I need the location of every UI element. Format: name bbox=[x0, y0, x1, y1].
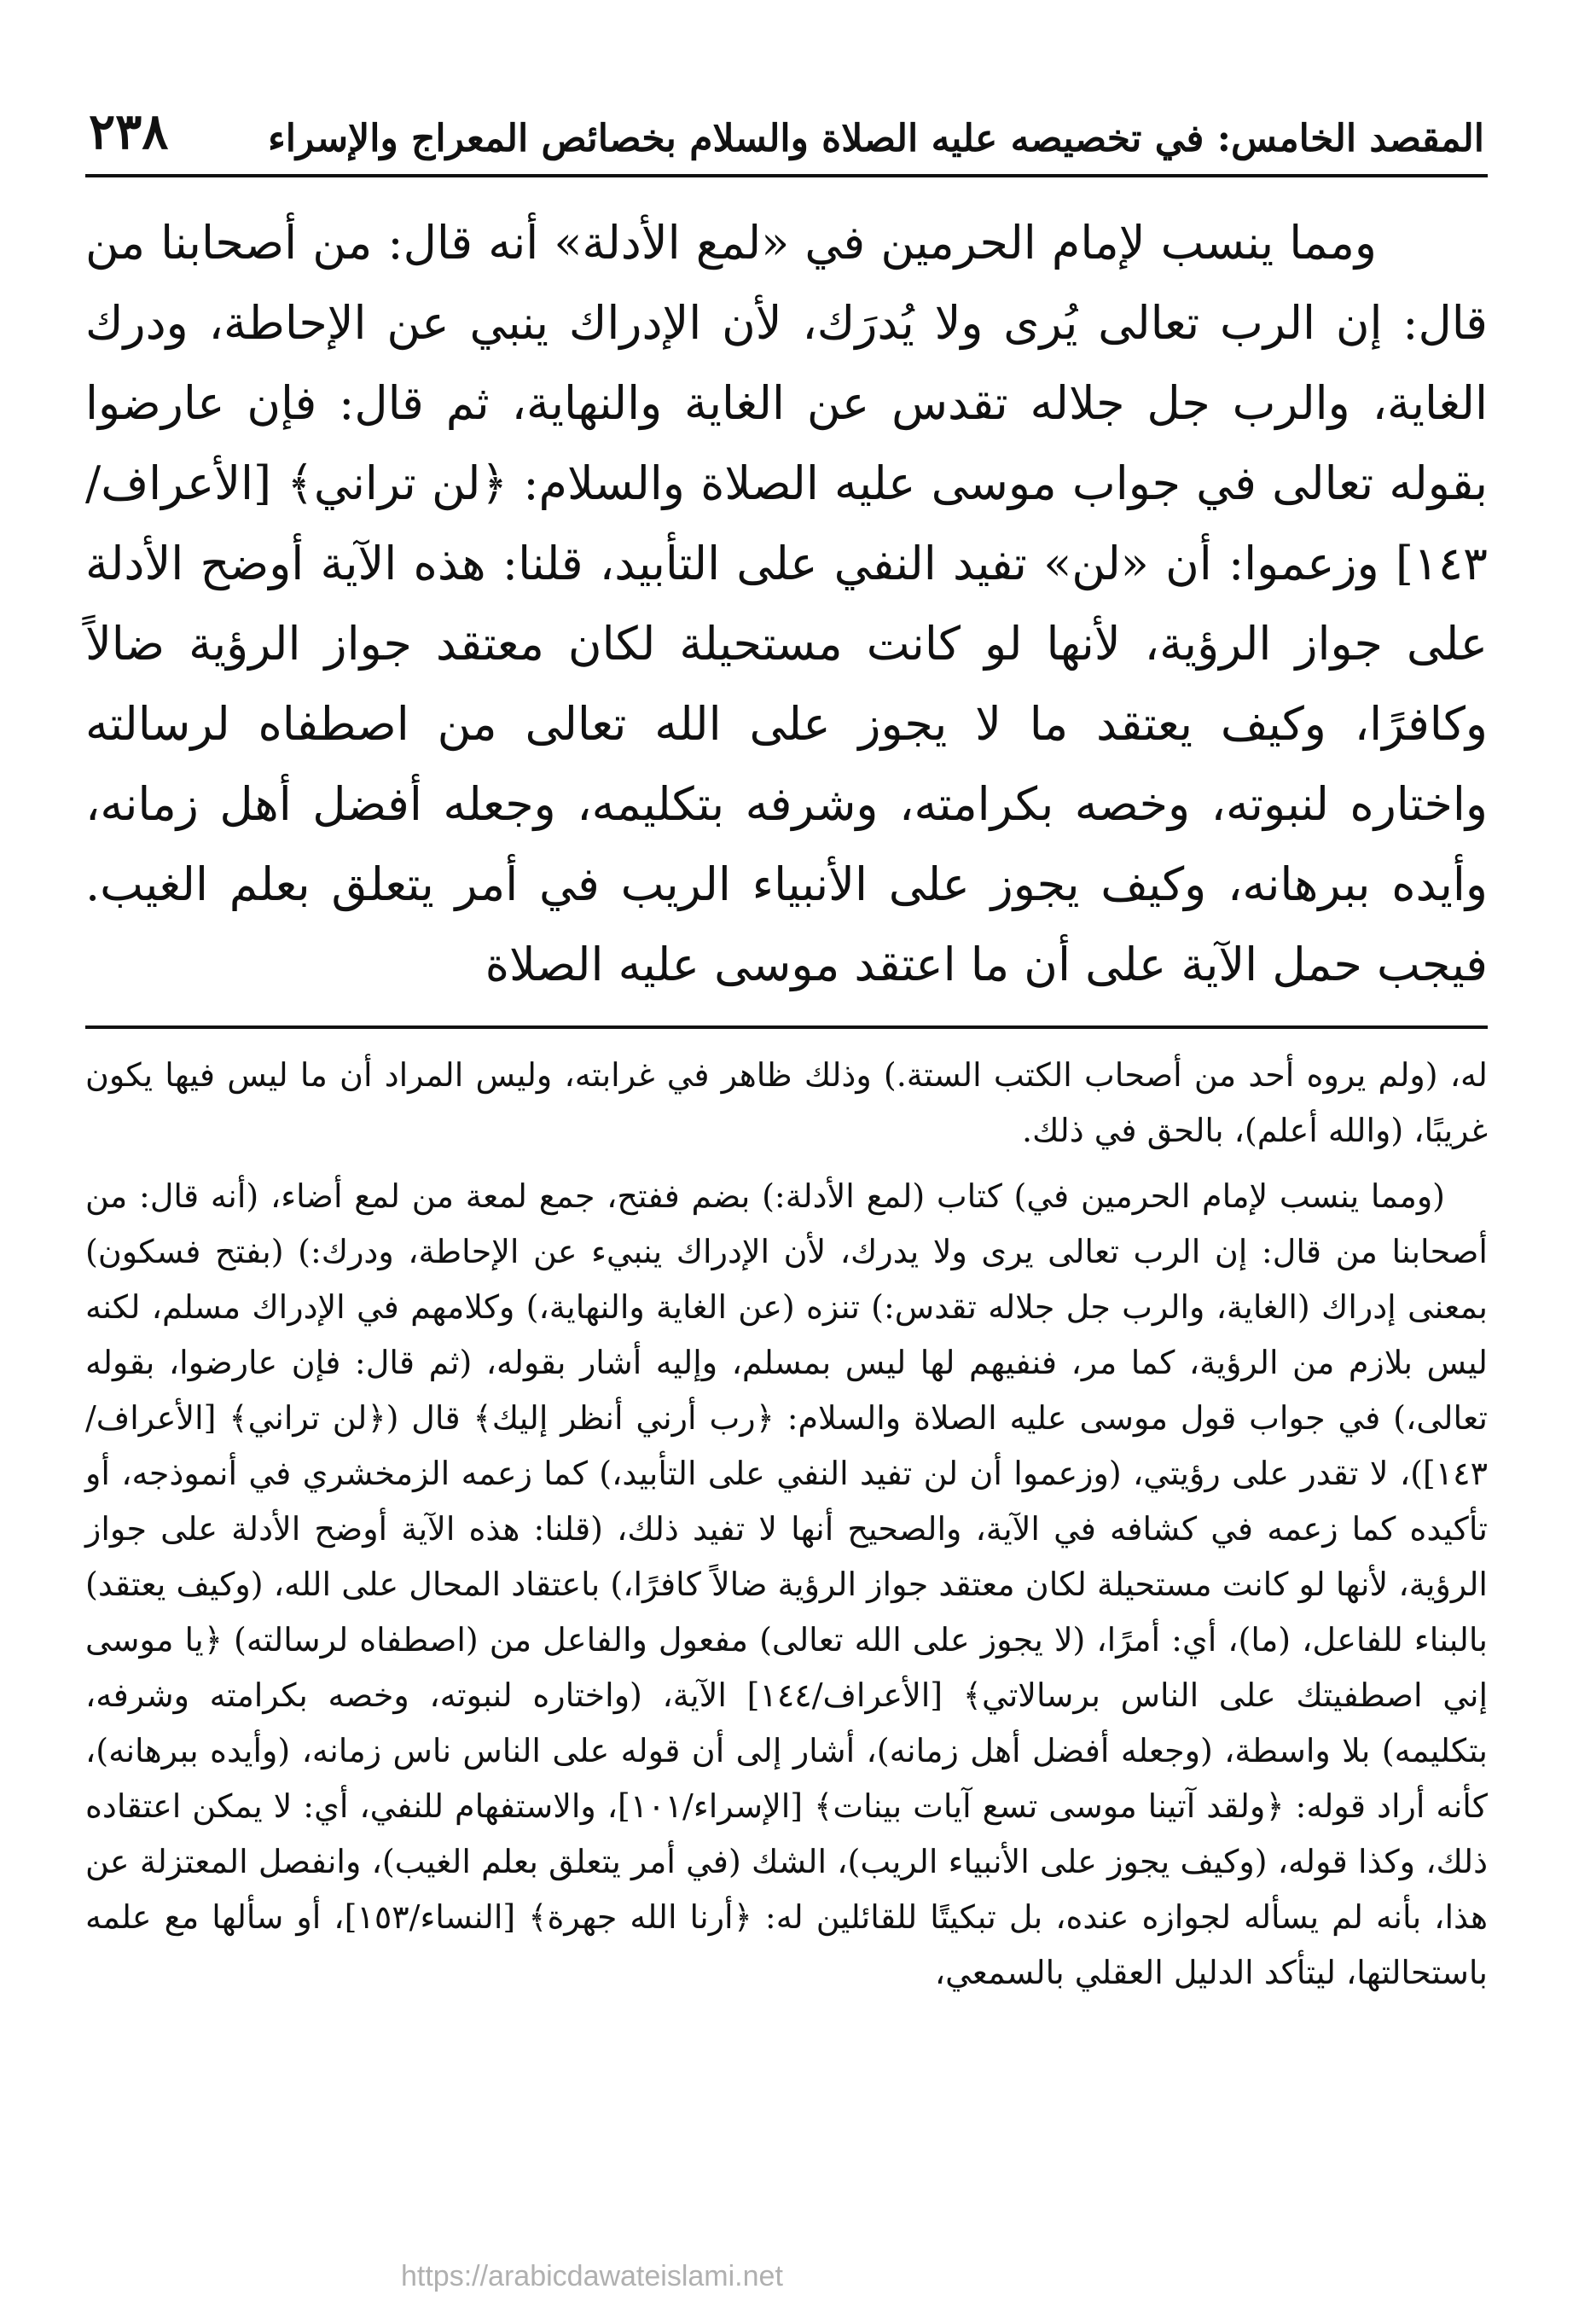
commentary-paragraph-1: له، (ولم يروه أحد من أصحاب الكتب الستة.) وذلك ظاهر في غرابته، وليس المراد أن ما ليس فيها يكون غريبًا، (والله أعلم)، بالحق في ذلك. bbox=[85, 1056, 1488, 1149]
commentary bbox=[85, 1048, 1488, 2001]
main-text bbox=[85, 203, 1488, 1005]
page-number: ٢٣٨ bbox=[89, 102, 169, 160]
commentary-paragraph-2: (ومما ينسب لإمام الحرمين في) كتاب (لمع الأدلة:) بضم ففتح، جمع لمعة من لمع أضاء، (أنه قال: من أصحابنا من قال: إن الرب تعالى يرى ولا يدرك، لأن الإدراك ينبيء عن الإحاطة، ودرك:) (بفتح فسكون) بمعنى إدراك (الغاية، والرب جل جلاله تقدس:) تنزه (عن الغاية والنهاية،) وكلامهم في الإدراك مسلم، لكنه ليس بلازم من الرؤية، كما مر، فنفيهم لها ليس بمسلم، وإليه أشار بقوله، (ثم قال: فإن عارضوا، بقوله تعالى،) في جواب قول موسى عليه الصلاة والسلام: ﴿رب أرني أنظر إليك﴾ قال (﴿لن تراني﴾ [الأعراف/١٤٣])، لا تقدر على رؤيتي، (وزعموا أن لن تفيد النفي على التأبيد،) كما زعمه الزمخشري في أنموذجه، أو تأكيده كما زعمه في كشافه في الآية، والصحيح أنها لا تفيد ذلك، (قلنا: هذه الآية أوضح الأدلة على جواز الرؤية، لأنها لو كانت مستحيلة لكان معتقد جواز الرؤية ضالاً كافرًا،) باعتقاد المحال على الله، (وكيف يعتقد) بالبناء للفاعل، (ما)، أي: أمرًا، (لا يجوز على الله تعالى) مفعول والفاعل من (اصطفاه لرسالته) ﴿يا موسى إني اصطفيتك على الناس برسالاتي﴾ [الأعراف/١٤٤] الآية، (واختاره لنبوته، وخصه بكرامته وشرفه، بتكليمه) بلا واسطة، (وجعله أفضل أهل زمانه)، أشار إلى أن قوله على الناس ناس زمانه، (وأيده ببرهانه)، كأنه أراد قوله: ﴿ولقد آتينا موسى تسع آيات بينات﴾ [الإسراء/١٠١]، والاستفهام للنفي، أي: لا يمكن اعتقاده ذلك، وكذا قوله، (وكيف يجوز على الأنبياء الريب)، الشك (في أمر يتعلق بعلم الغيب)، وانفصل المعتزلة عن هذا، بأنه لم يسأله لجوازه عنده، بل تبكيتًا للقائلين له: ﴿أرنا الله جهرة﴾ [النساء/١٥٣]، أو سألها مع علمه باستحالتها، ليتأكد الدليل العقلي بالسمعي، bbox=[85, 1177, 1488, 1991]
main-paragraph: ومما ينسب لإمام الحرمين في «لمع الأدلة» أنه قال: من أصحابنا من قال: إن الرب تعالى يُرى ولا يُدرَك، لأن الإدراك ينبي عن الإحاطة، ودرك الغاية، والرب جل جلاله تقدس عن الغاية والنهاية، ثم قال: فإن عارضوا بقوله تعالى في جواب موسى عليه الصلاة والسلام: ﴿لن تراني﴾ [الأعراف/١٤٣] وزعموا: أن «لن» تفيد النفي على التأبيد، قلنا: هذه الآية أوضح الأدلة على جواز الرؤية، لأنها لو كانت مستحيلة لكان معتقد جواز الرؤية ضالاً وكافرًا، وكيف يعتقد ما لا يجوز على الله تعالى من اصطفاه لرسالته واختاره لنبوته، وخصه بكرامته، وشرفه بتكليمه، وجعله أفضل أهل زمانه، وأيده ببرهانه، وكيف يجوز على الأنبياء الريب في أمر يتعلق بعلم الغيب. فيجب حمل الآية على أن ما اعتقد موسى عليه الصلاة bbox=[85, 216, 1488, 991]
footnote-separator bbox=[85, 1025, 1488, 1029]
running-title: المقصد الخامس: في تخصيصه عليه الصلاة والسلام بخصائص المعراج والإسراء bbox=[268, 117, 1484, 160]
watermark-url: https://arabicdawateislami.net bbox=[401, 2260, 783, 2292]
page-header bbox=[85, 102, 1488, 177]
